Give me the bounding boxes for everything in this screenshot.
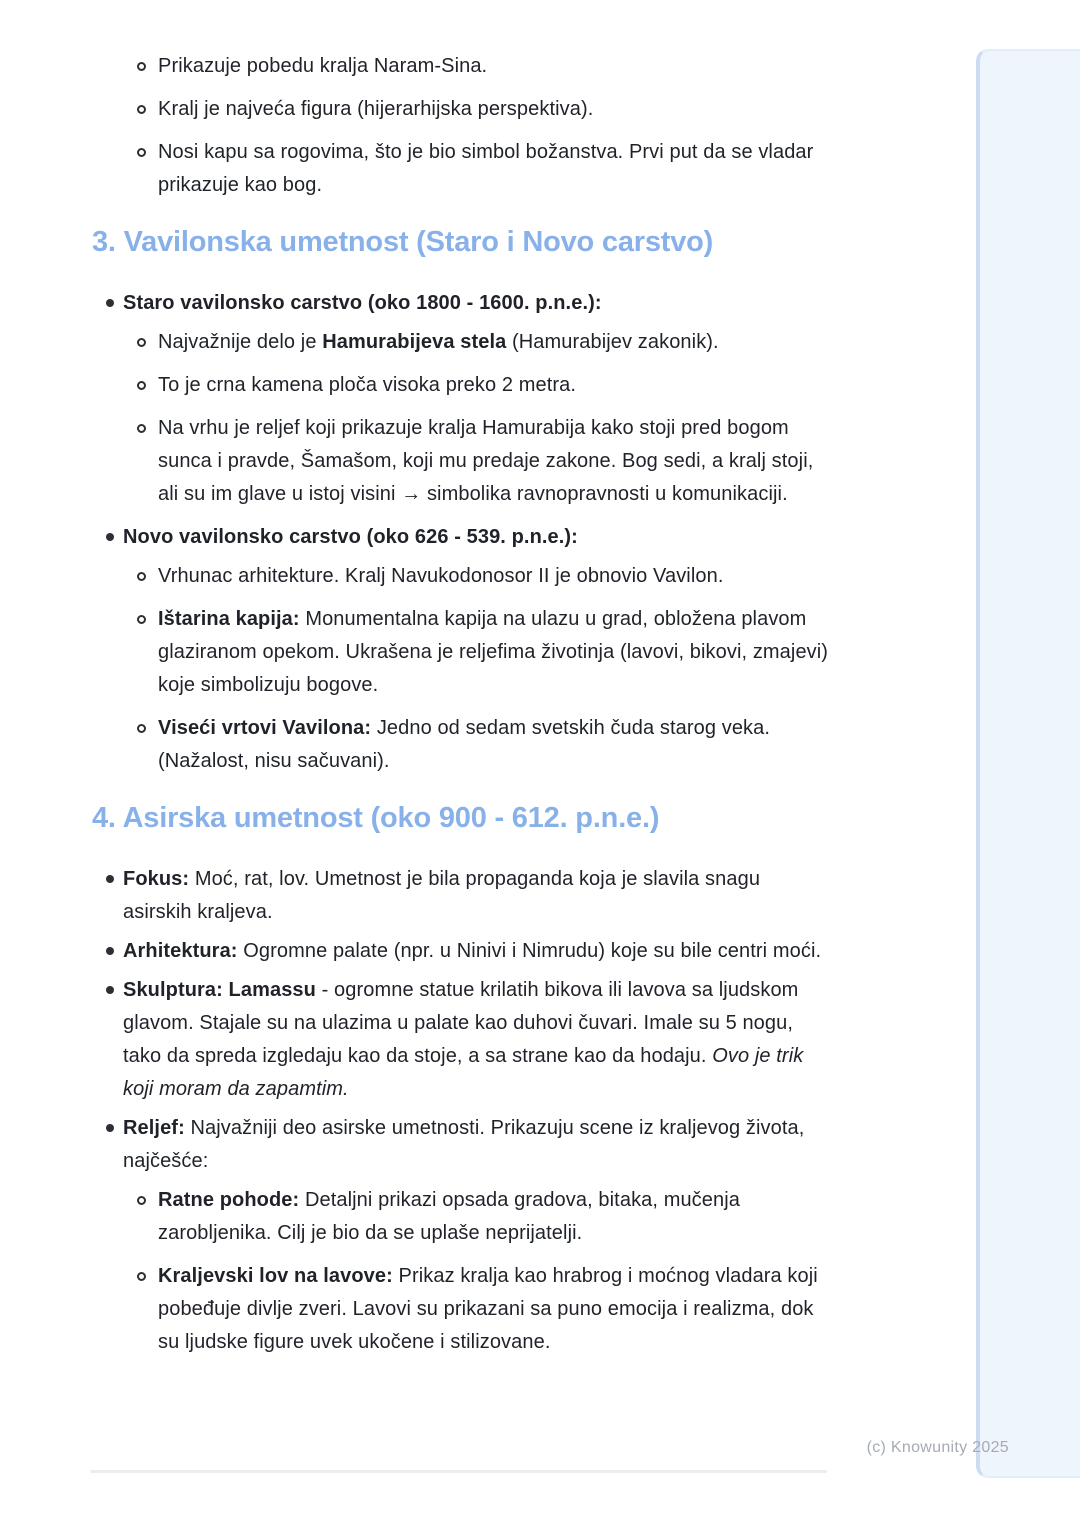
sub-list-item — [92, 560, 832, 593]
list-item — [92, 1112, 832, 1178]
text-segment: Viseći vrtovi Vavilona: — [158, 717, 372, 739]
list-item-text — [123, 935, 832, 968]
text-segment: Kralj je najveća figura (hijerarhijska perspektiva). — [158, 98, 594, 120]
text-segment: Nosi kapu sa rogovima, što je bio simbol božanstva. Prvi put da se vladar prikazuje kao bog. — [158, 141, 814, 196]
list-group — [92, 287, 832, 511]
text-segment: To je crna kamena ploča visoka preko 2 metra. — [158, 374, 577, 396]
text-segment: Detaljni prikazi opsada gradova, bitaka, mučenja zarobljenika. Cilj je bio da se uplaše neprijatelji. — [158, 1189, 740, 1244]
next-page-edge — [976, 49, 1080, 1478]
text-segment: Novo vavilonsko carstvo (oko 626 - 539. p.n.e.): — [123, 526, 578, 548]
text-segment: Staro vavilonsko carstvo (oko 1800 - 1600. p.n.e.): — [123, 292, 602, 314]
list-item — [92, 521, 832, 554]
list-item-text — [158, 560, 832, 593]
sub-list-item — [92, 369, 832, 402]
text-segment: Jedno od sedam svetskih čuda starog veka. (Nažalost, nisu sačuvani). — [158, 717, 771, 772]
bullet-icon — [92, 287, 123, 307]
circle-bullet-icon — [92, 1260, 158, 1281]
text-segment: Najvažniji deo asirske umetnosti. Prikazuju scene iz kraljevog života, najčešće: — [123, 1117, 805, 1172]
circle-bullet-icon — [92, 1184, 158, 1205]
sub-list-item — [92, 1184, 832, 1250]
text-segment: Reljef: — [123, 1117, 185, 1139]
section-heading: 3. Vavilonska umetnost (Staro i Novo carstvo) — [92, 226, 714, 258]
list-item — [92, 287, 832, 320]
text-segment: Monumentalna kapija na ulazu u grad, obložena plavom glaziranom opekom. Ukrašena je reljefima životinja (lavovi, bikovi, zmajevi) koje simbolizuju bogove. — [158, 608, 829, 696]
list-group — [92, 1112, 832, 1359]
list-item-text — [123, 1112, 832, 1178]
list-group — [92, 93, 832, 126]
circle-bullet-icon — [92, 560, 158, 581]
text-segment: Vrhunac arhitekture. Kralj Navukodonosor II je obnovio Vavilon. — [158, 565, 724, 587]
circle-bullet-icon — [92, 93, 158, 114]
section-heading: 4. Asirska umetnost (oko 900 - 612. p.n.e.) — [92, 802, 660, 834]
text-segment: Fokus: — [123, 868, 190, 890]
list-item-text — [158, 412, 832, 511]
text-segment: Moć, rat, lov. Umetnost je bila propaganda koja je slavila snagu asirskih kraljeva. — [123, 868, 761, 923]
text-segment: Ištarina kapija: — [158, 608, 300, 630]
sub-list-item — [92, 326, 832, 359]
list-group — [92, 863, 832, 929]
list-item-text — [158, 326, 832, 359]
list-group — [92, 521, 832, 778]
text-segment: (Hamurabijev zakonik). — [506, 331, 719, 353]
list-item-text — [158, 1184, 832, 1250]
text-segment: Ogromne palate (npr. u Ninivi i Nimrudu) koje su bile centri moći. — [237, 940, 822, 962]
list-item-text — [158, 136, 832, 202]
sub-list-item — [92, 712, 832, 778]
sub-list-item — [92, 412, 832, 511]
list-item-text — [123, 974, 832, 1106]
list-item — [92, 863, 832, 929]
sub-list-item — [92, 603, 832, 702]
list-group — [92, 935, 832, 968]
text-segment: Kraljevski lov na lavove: — [158, 1265, 393, 1287]
text-segment: Prikaz kralja kao hrabrog i moćnog vladara koji pobeđuje divlje zveri. Lavovi su prikazani sa puno emocija i realizma, dok su ljudske figure uvek ukočene i stilizovane. — [158, 1265, 818, 1353]
list-item-text — [123, 521, 832, 554]
bullet-icon — [92, 935, 123, 955]
copyright-text: (c) Knowunity 2025 — [866, 1439, 1009, 1456]
list-group — [92, 50, 832, 83]
bullet-icon — [92, 974, 123, 994]
circle-bullet-icon — [92, 326, 158, 347]
circle-bullet-icon — [92, 712, 158, 733]
text-segment: Skulptura: Lamassu — [123, 979, 316, 1001]
list-item-text — [158, 712, 832, 778]
text-segment: Najvažnije delo je — [158, 331, 323, 353]
text-segment: Na vrhu je reljef koji prikazuje kralja Hamurabija kako stoji pred bogom sunca i pravde, Šamašom, koji mu predaje zakone. Bog sedi, a kralj stoji, ali su im glave u istoj visini → simbolika ravnopravnosti u komunikaciji. — [158, 417, 814, 505]
list-item-text — [123, 863, 832, 929]
list-item-text — [158, 93, 832, 126]
bullet-icon — [92, 863, 123, 883]
sub-list-item — [92, 136, 832, 202]
bullet-icon — [92, 1112, 123, 1132]
sub-list-item — [92, 1260, 832, 1359]
list-group — [92, 136, 832, 202]
sub-list-item — [92, 93, 832, 126]
list-item-text — [158, 50, 832, 83]
circle-bullet-icon — [92, 412, 158, 433]
list-item — [92, 935, 832, 968]
text-segment: Arhitektura: — [123, 940, 238, 962]
text-segment: Prikazuje pobedu kralja Naram-Sina. — [158, 55, 488, 77]
list-group — [92, 974, 832, 1106]
text-segment: Ratne pohode: — [158, 1189, 300, 1211]
list-item-text — [123, 287, 832, 320]
page-divider — [90, 1470, 827, 1473]
text-segment: Hamurabijeva stela — [322, 331, 507, 353]
list-item-text — [158, 603, 832, 702]
text-segment: Ovo je trik koji moram da zapamtim. — [123, 1045, 804, 1100]
sub-list-item — [92, 50, 832, 83]
notes-content — [92, 50, 832, 1369]
list-item-text — [158, 369, 832, 402]
bullet-icon — [92, 521, 123, 541]
list-item-text — [158, 1260, 832, 1359]
circle-bullet-icon — [92, 50, 158, 71]
circle-bullet-icon — [92, 136, 158, 157]
list-item — [92, 974, 832, 1106]
text-segment: - ogromne statue krilatih bikova ili lavova sa ljudskom glavom. Stajale su na ulazima u palate kao duhovi čuvari. Imale su 5 nogu, tako da spreda izgledaju kao da stoje, a sa strane kao da hodaju. — [123, 979, 799, 1067]
circle-bullet-icon — [92, 603, 158, 624]
circle-bullet-icon — [92, 369, 158, 390]
